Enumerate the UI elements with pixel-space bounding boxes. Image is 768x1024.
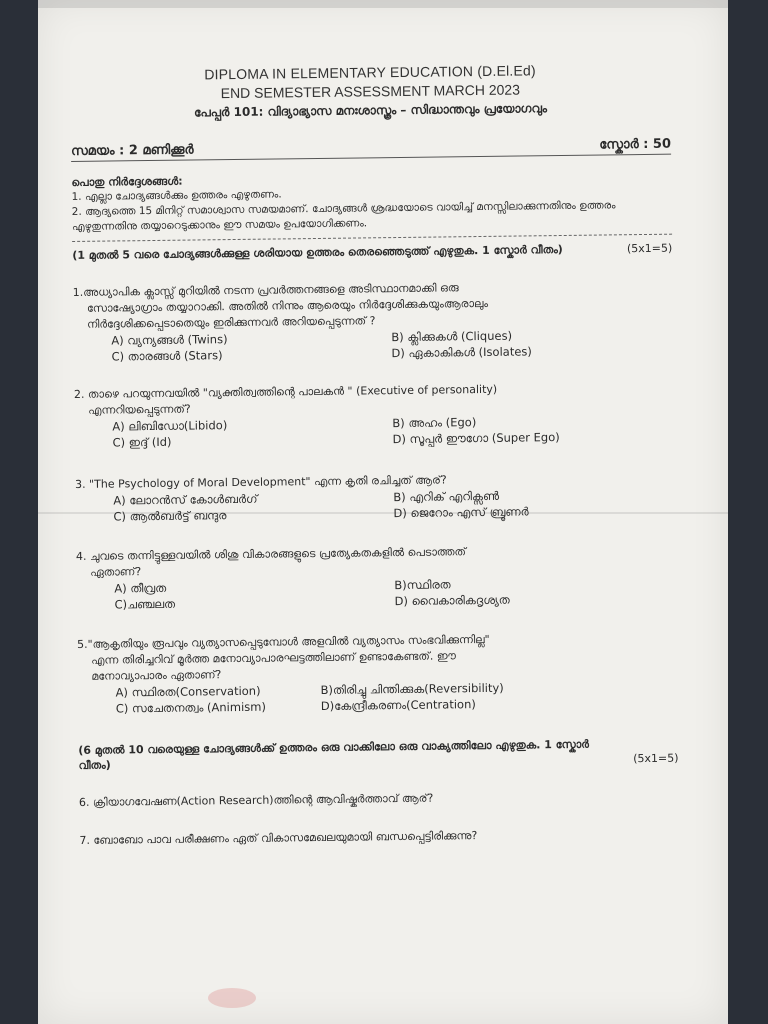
option-b: B) ക്ലിക്കുകൾ (Cliques) bbox=[391, 328, 513, 345]
question-text: നിർദ്ദേശിക്കപ്പെടാതെയും ഇരിക്കുന്നവർ അറിയപ്പെടുന്നത് ? bbox=[87, 314, 376, 331]
question-text: 3. "The Psychology of Moral Development" എന്ന കൃതി രചിച്ചത് ആര്? bbox=[75, 473, 447, 491]
question-2 bbox=[74, 380, 675, 451]
option-b: B) എറിക് എറിക്സൺ bbox=[393, 488, 500, 505]
instructions-title: പൊതു നിർദ്ദേശങ്ങൾ: bbox=[71, 174, 183, 189]
option-c: C) ഇദ്ദ് (Id) bbox=[112, 434, 172, 450]
question-text: മനോവ്യാപാരം ഏതാണ്? bbox=[91, 668, 222, 683]
header-assessment: END SEMESTER ASSESSMENT MARCH 2023 bbox=[220, 81, 521, 102]
section-1-instructions bbox=[72, 241, 672, 263]
section-2-instructions bbox=[78, 736, 678, 773]
question-text: സോഷ്യോഗ്രാം തയ്യാറാക്കി. അതിൽ നിന്നും ആരെയും നിർദ്ദേശിക്കുകയുംആരാലും bbox=[86, 296, 489, 315]
question-text: 5."ആകൃതിയും രൂപവും വ്യത്യാസപ്പെടുമ്പോൾ അളവിൽ വ്യത്യാസം സംഭവിക്കുന്നില്ല" bbox=[76, 632, 490, 651]
options bbox=[111, 326, 673, 365]
section-1-text: (1 മുതൽ 5 വരെ ചോദ്യങ്ങൾക്കുള്ള ശരിയായ ഉത്തരം തെരഞ്ഞെടുത്ത് എഴുതുക. 1 സ്കോർ വീതം) bbox=[72, 242, 563, 262]
instruction-item: 2. ആദ്യത്തെ 15 മിനിറ്റ് സമാശ്വാസ സമയമാണ്. ചോദ്യങ്ങൾ ശ്രദ്ധയോടെ വായിച്ച് മനസ്സിലാക്കുന്നതിനും ഉത്തരം എഴുതുന്നതിനു തയ്യാറെടുക്കാനും ഈ സമയം ഉപയോഗിക്കണം. bbox=[71, 199, 616, 233]
question-text: 4. ചുവടെ തന്നിട്ടുള്ളവയിൽ ശിശു വികാരങ്ങളുടെ പ്രത്യേകതകളിൽ പെടാത്തത് bbox=[75, 545, 467, 563]
option-a: A) സ്ഥിരത(Conservation) bbox=[115, 683, 261, 700]
question-6: 6. ക്രിയാഗവേഷണ(Action Research)ത്തിന്റെ ആവിഷ്കർത്താവ് ആര്? bbox=[78, 791, 434, 809]
question-3 bbox=[75, 470, 676, 525]
stain-mark bbox=[208, 988, 256, 1008]
exam-content bbox=[70, 61, 679, 849]
question-4 bbox=[76, 542, 677, 613]
question-text: 1.അധ്യാപിക ക്ലാസ്സ് മുറിയിൽ നടന്ന പ്രവർത്തനങ്ങളെ അടിസ്ഥാനമാക്കി ഒരു bbox=[72, 281, 459, 299]
header-course: DIPLOMA IN ELEMENTARY EDUCATION (D.El.Ed) bbox=[204, 62, 536, 83]
question-text: എന്ന തിരിച്ചറിവ് മൂർത്ത മനോവ്യാപാരഘട്ടത്തിലാണ് ഉണ്ടാകേണ്ടത്. ഈ bbox=[91, 649, 456, 667]
option-a: A) ലിബിഡോ(Libido) bbox=[112, 418, 228, 434]
option-a: A) ലോറൻസ് കോൾബർഗ് bbox=[113, 491, 258, 508]
option-d: D) ഏകാകികൾ (Isolates) bbox=[391, 344, 532, 361]
option-c: C) ആൽബർട്ട് ബന്ദുര bbox=[113, 508, 227, 524]
instruction-item: 1. എല്ലാ ചോദ്യങ്ങൾക്കും ഉത്തരം എഴുതണം. bbox=[71, 188, 282, 203]
paper-top-edge bbox=[38, 0, 728, 8]
section-divider bbox=[72, 234, 672, 242]
question-1 bbox=[73, 278, 674, 365]
options bbox=[113, 486, 675, 525]
option-b: B)തിരിച്ചു ചിന്തിക്കുക(Reversibility) bbox=[320, 680, 504, 697]
option-d: D) ജെറോം എസ് ബ്രൂണർ bbox=[393, 504, 529, 521]
section-2-score: (5x1=5) bbox=[633, 751, 679, 766]
question-5 bbox=[77, 630, 678, 717]
question-text: 2. താഴെ പറയുന്നവയിൽ "വ്യക്തിത്വത്തിന്റെ പാലകൻ " (Executive of personality) bbox=[73, 382, 498, 401]
option-a: A) തീവ്രത bbox=[114, 580, 167, 596]
score-label: സ്കോർ : 50 bbox=[599, 136, 672, 153]
option-c: C)ചഞ്ചലത bbox=[114, 596, 176, 612]
option-d: D) വൈകാരികദൃശ്യത bbox=[394, 592, 510, 609]
option-c: C) സചേതനത്വം (Animism) bbox=[115, 699, 266, 716]
option-b: B) അഹം (Ego) bbox=[392, 415, 477, 431]
options bbox=[114, 574, 676, 613]
section-1-score: (5x1=5) bbox=[626, 241, 673, 256]
exam-meta bbox=[71, 137, 671, 162]
question-text: എന്നറിയപ്പെടുന്നത്? bbox=[88, 402, 191, 417]
section-2-text: (6 മുതൽ 10 വരെയുള്ള ചോദ്യങ്ങൾക്ക് ഉത്തരം ഒരു വാക്കിലോ ഒരു വാക്യത്തിലോ എഴുതുക. 1 സ്കോർ വീതം) bbox=[78, 737, 590, 772]
options bbox=[116, 678, 678, 717]
time-label: സമയം : 2 മണിക്കൂർ bbox=[70, 142, 194, 159]
header-paper-title: പേപ്പർ 101: വിദ്യാഭ്യാസ മനഃശാസ്ത്രം – സിദ്ധാന്തവും പ്രയോഗവും bbox=[193, 101, 548, 120]
option-a: A) വ്യന്യങ്ങൾ (Twins) bbox=[111, 332, 228, 348]
question-7: 7. ബോബോ പാവ പരീക്ഷണം ഏത് വികാസമേഖലയുമായി ബന്ധപ്പെട്ടിരിക്കുന്നു? bbox=[79, 829, 478, 847]
question-text: ഏതാണ്? bbox=[90, 565, 142, 579]
option-c: C) താരങ്ങൾ (Stars) bbox=[111, 348, 223, 364]
option-d: D) സൂപ്പർ ഈഗോ (Super Ego) bbox=[392, 430, 560, 447]
option-b: B)സ്ഥിരത bbox=[394, 577, 451, 593]
option-d: D)കേന്ദ്രീകരണം(Centration) bbox=[320, 697, 476, 713]
options bbox=[112, 412, 674, 451]
